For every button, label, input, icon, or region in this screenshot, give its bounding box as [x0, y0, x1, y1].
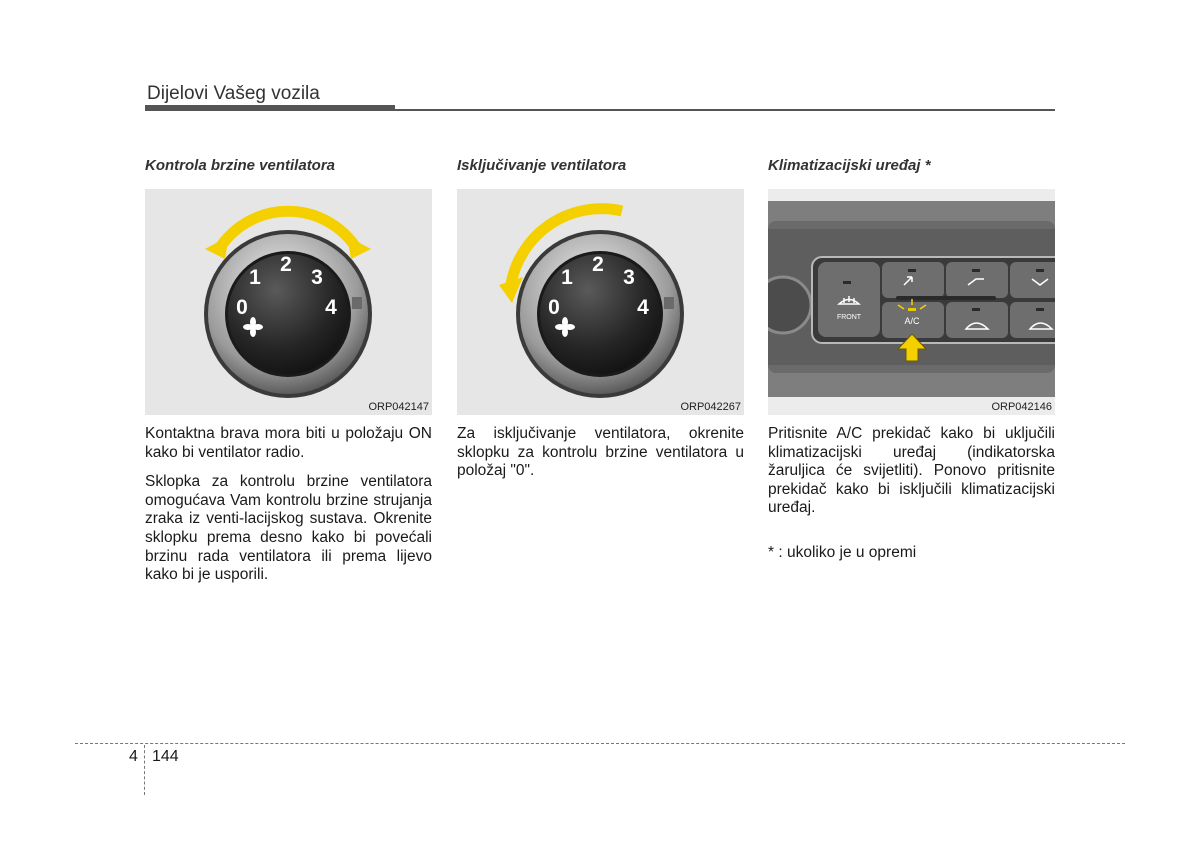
fan-dial-illustration — [145, 189, 432, 415]
section-title: Klimatizacijski uređaj * — [768, 157, 931, 174]
footnote: * : ukoliko je u opremi — [768, 543, 917, 561]
figure-code: ORP042267 — [680, 401, 741, 413]
fan-dial-off-illustration — [457, 189, 744, 415]
front-label: FRONT — [836, 314, 862, 321]
section-title: Kontrola brzine ventilatora — [145, 157, 336, 174]
ac-button-label: A/C — [904, 316, 920, 326]
figure-code: ORP042146 — [991, 401, 1052, 413]
dial-label-0: 0 — [236, 296, 248, 319]
footer-rule — [75, 743, 1125, 744]
paragraph: Pritisnite A/C prekidač kako bi uključili klimatizacijski uređaj (indikatorska žaruljica će svijetliti). Ponovo pritisnite prekidač kako bi isključili klimatizacijski uređaj. — [768, 425, 1055, 517]
dial-label-4: 4 — [325, 296, 337, 319]
section-fan-speed — [145, 157, 432, 585]
fan-speed-figure — [145, 189, 432, 415]
header-title: Dijelovi Vašeg vozila — [147, 83, 320, 104]
dial-label-3: 3 — [311, 266, 323, 289]
dial-label-2: 2 — [592, 253, 604, 276]
dial-label-1: 1 — [561, 266, 573, 289]
page-number: 144 — [152, 748, 179, 765]
dial-label-0: 0 — [548, 296, 560, 319]
ac-panel-illustration — [768, 189, 1055, 415]
section-title: Isključivanje ventilatora — [457, 157, 627, 174]
header-rule-thin — [395, 109, 1055, 111]
dial-label-1: 1 — [249, 266, 261, 289]
ac-panel-figure — [768, 189, 1055, 415]
dial-label-4: 4 — [637, 296, 649, 319]
paragraph: Sklopka za kontrolu brzine ventilatora omogućava Vam kontrolu brzine strujanja zraka iz venti-lacijskog sustava. Okrenite sklopku prema desno kako bi povećali brzinu rada ventilatora ili prema lijevo kako bi je usporili. — [145, 473, 432, 584]
figure-code: ORP042147 — [368, 401, 429, 413]
section-fan-off — [457, 157, 744, 481]
chapter-number: 4 — [129, 748, 138, 765]
dial-label-3: 3 — [623, 266, 635, 289]
fan-off-figure — [457, 189, 744, 415]
section-air-conditioning — [768, 157, 1055, 563]
header-rule-thick — [145, 105, 395, 111]
paragraph: Kontaktna brava mora biti u položaju ON kako bi ventilator radio. — [145, 425, 432, 461]
dial-label-2: 2 — [280, 253, 292, 276]
paragraph: Za isključivanje ventilatora, okrenite sklopku za kontrolu brzine ventilatora u položaj "0". — [457, 425, 744, 480]
footer-divider — [144, 745, 145, 795]
